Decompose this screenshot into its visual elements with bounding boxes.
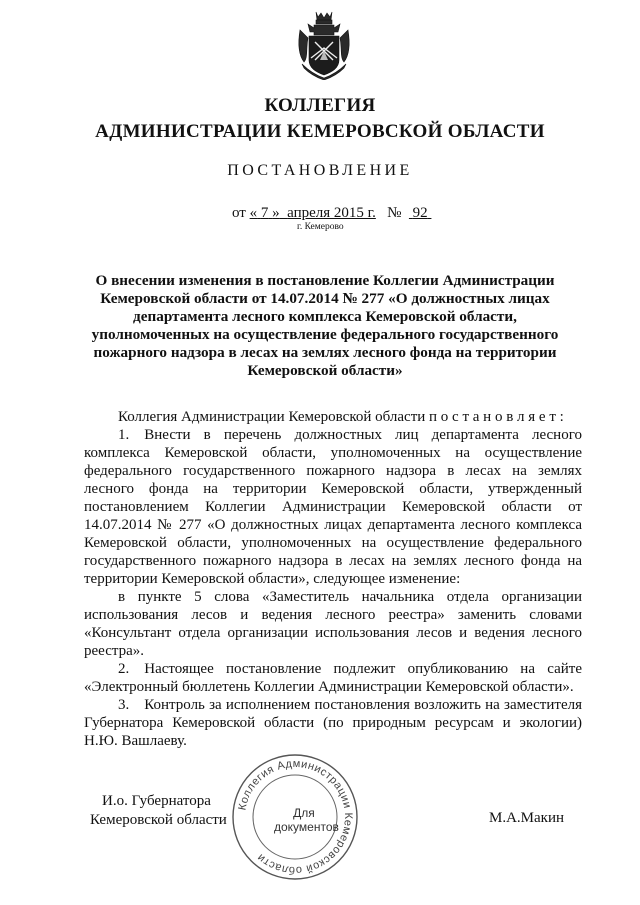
document-body xyxy=(84,408,582,750)
org-name-line2: АДМИНИСТРАЦИИ КЕМЕРОВСКОЙ ОБЛАСТИ xyxy=(95,121,545,142)
document-dateline xyxy=(232,205,431,222)
signatory-position-line2: Кемеровской области xyxy=(90,812,227,828)
document-title: О внесении изменения в постановление Коллегии Администрации Кемеровской области от 14.07.2014 № 277 «О должностных лицах департамента лесного комплекса Кемеровской области, уполномоченных на осуществление федерального государственного пожарного надзора в лесах на землях лесного фонда на территории Кемеровской области» xyxy=(91,272,559,379)
signatory-position xyxy=(90,792,227,830)
paragraph-3: 3. Контроль за исполнением постановления возложить на заместителя Губернатора Кемеровской области (по природным ресурсам и экологии) Н.Ю. Вашлаеву. xyxy=(84,697,582,749)
date-prefix: от xyxy=(232,205,246,221)
number-sign: № xyxy=(387,205,402,221)
document-number: 92 xyxy=(412,205,428,221)
intro-paragraph: Коллегия Администрации Кемеровской области п о с т а н о в л я е т : xyxy=(118,409,564,425)
city-name: г. Кемерово xyxy=(297,222,344,232)
paragraph-2: 2. Настоящее постановление подлежит опубликованию на сайте «Электронный бюллетень Коллегии Администрации Кемеровской области». xyxy=(84,661,582,695)
document-type: ПОСТАНОВЛЕНИЕ xyxy=(227,162,413,179)
coat-of-arms-emblem xyxy=(294,8,354,80)
date-day-field: « 7 » апреля 2015 г. xyxy=(249,205,376,221)
signatory-name: М.А.Макин xyxy=(489,810,565,826)
paragraph-1: 1. Внести в перечень должностных лиц департамента лесного комплекса Кемеровской области, уполномоченных на осуществление федерального государственного пожарного надзора в лесах на землях лесного фонда на территории Кемеровской области, утвержденный постановлением Коллегии Администрации Кемеровской области от 14.07.2014 № 277 «О должностных лицах департамента лесного комплекса Кемеровской области, уполномоченных на осуществление федерального государственного пожарного надзора в лесах на землях лесного фонда на территории Кемеровской области», следующее изменение: xyxy=(84,427,582,587)
paragraph-1-change: в пункте 5 слова «Заместитель начальника отдела организации использования лесов и ведения лесного реестра» заменить словами «Консультант отдела организации использования лесов и ведения лесного реестра». xyxy=(84,589,582,659)
org-name-line1: КОЛЛЕГИЯ xyxy=(264,95,376,116)
stamp-center-text: Для документов xyxy=(274,806,339,834)
signatory-position-line1: И.о. Губернатора xyxy=(102,793,211,809)
stamp-ring-text: Коллегия Администрации Кемеровской области xyxy=(236,757,355,877)
